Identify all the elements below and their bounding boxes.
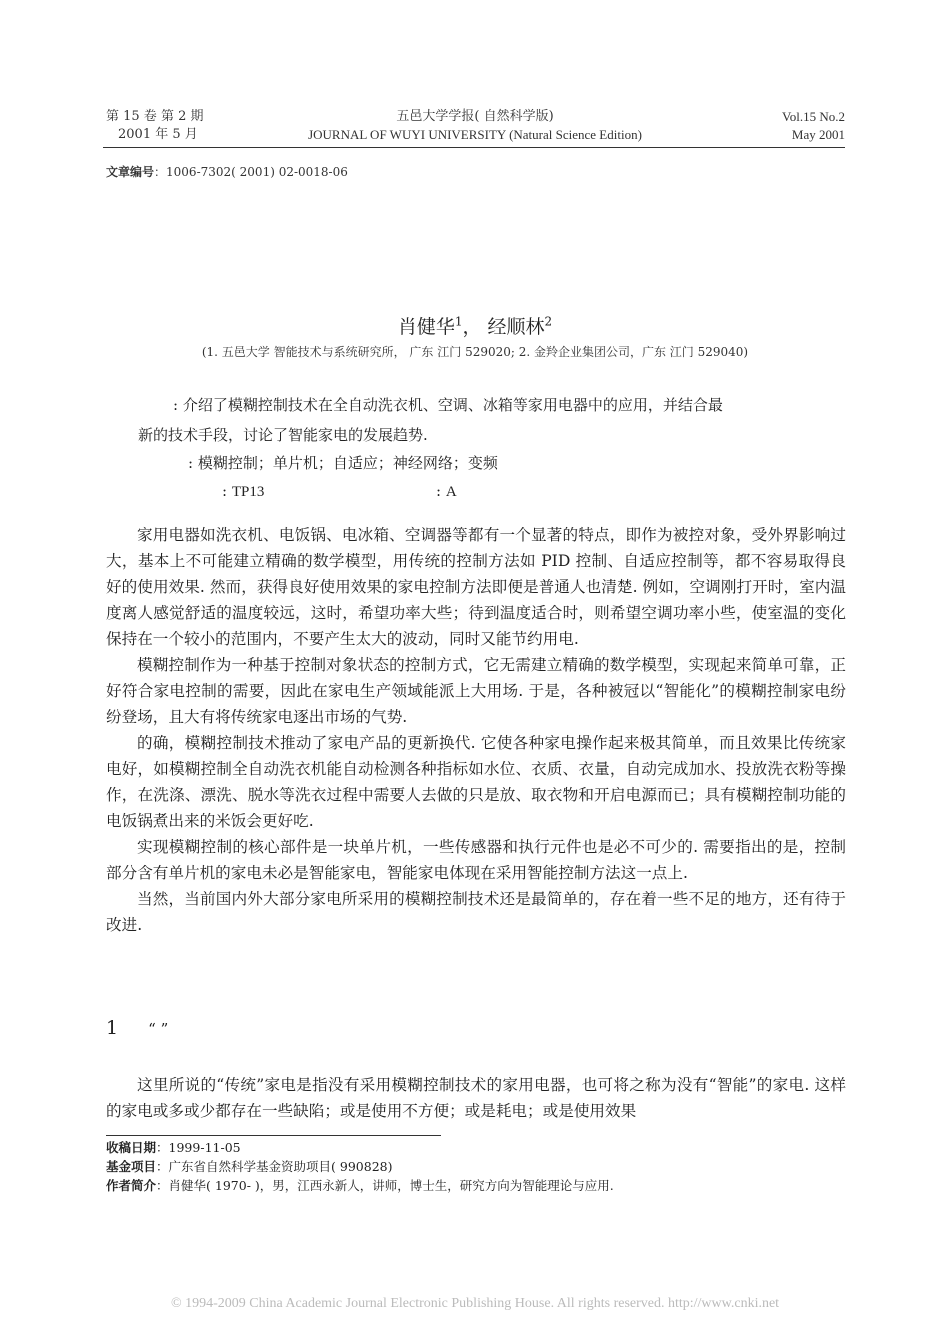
fund-label: 基金项目: [106, 1159, 157, 1174]
section-1-number: 1: [106, 1017, 119, 1039]
footnote-fund: 基金项目：广东省自然科学基金资助项目( 990828): [106, 1159, 393, 1174]
header-date-en: May 2001: [791, 127, 845, 142]
header-journal-cn: 五邑大学学报( 自然科学版): [396, 109, 554, 124]
author-1-sup: 1: [454, 314, 463, 329]
copyright-footer: © 1994-2009 China Academic Journal Electronic Publishing House. All rights reserved. http://www.cnki.net: [170, 1296, 780, 1311]
affiliation: (1. 五邑大学 智能技术与系统研究所， 广东 江门 529020; 2. 金羚企业集团公司，广东 江门 529040): [201, 345, 749, 359]
abstract-line-1: : 介绍了模糊控制技术在全自动洗衣机、空调、冰箱等家用电器中的应用，并结合最: [173, 396, 723, 414]
section-1-title: “ ”: [148, 1020, 169, 1038]
header-journal-en: JOURNAL OF WUYI UNIVERSITY (Natural Science Edition): [308, 127, 642, 142]
clc-value: TP13: [231, 484, 265, 500]
received-value: 1999-11-05: [168, 1140, 241, 1155]
author-1: 肖健华: [397, 316, 455, 338]
abstract-text-1: 介绍了模糊控制技术在全自动洗衣机、空调、冰箱等家用电器中的应用，并结合最: [182, 396, 723, 414]
article-number-label: 文章编号: [106, 165, 155, 179]
header-volume-en: Vol.15 No.2: [782, 109, 845, 124]
footnote-received: 收稿日期：1999-11-05: [106, 1140, 241, 1155]
body-paragraph-3: 的确，模糊控制技术推动了家电产品的更新换代. 它使各种家电操作起来极其简单，而且效果比传统家电好，如模糊控制全自动洗衣机能自动检测各种指标如水位、衣质、衣量，自动完成加水、投放洗衣粉等操作，在洗涤、漂洗、脱水等洗衣过程中需要人去做的只是放、取衣物和开启电源而已；具有模糊控制功能的电饭锅煮出来的米饭会更好吃.: [106, 734, 846, 830]
body-paragraph-4: 实现模糊控制的核心部件是一块单片机，一些传感器和执行元件也是必不可少的. 需要指出的是，控制部分含有单片机的家电未必是智能家电，智能家电体现在采用智能控制方法这一点上.: [106, 838, 846, 882]
header-rule: [103, 147, 845, 148]
author-2: ， 经顺林: [462, 316, 545, 338]
body-paragraph-1: 家用电器如洗衣机、电饭锅、电冰箱、空调器等都有一个显著的特点，即作为被控对象，受外界影响过大，基本上不可能建立精确的数学模型，用传统的控制方法如 PID 控制、自适应控制等，都不容易取得良好的使用效果. 然而，获得良好使用效果的家电控制方法即便是普通人也清楚. 例如，空调刚打开时，室内温度离人感觉舒适的温度较远，这时，希望功率大些；待到温度适合时，则希望空调功率小些，使室温的变化保持在一个较小的范围内，不要产生太大的波动，同时又能节约用电.: [106, 526, 846, 648]
footnote-author: 作者简介：肖健华( 1970- )，男，江西永新人，讲师，博士生，研究方向为智能理论与应用.: [106, 1178, 614, 1193]
header-date-cn: 2001 年 5 月: [118, 127, 198, 142]
author-2-sup: 2: [544, 314, 553, 329]
article-number-value: 1006-7302( 2001) 02-0018-06: [166, 165, 348, 179]
header-volume-issue: 第 15 卷 第 2 期: [106, 109, 204, 124]
document-code-value: A: [445, 484, 457, 500]
author-bio-value: 肖健华( 1970- )，男，江西永新人，讲师，博士生，研究方向为智能理论与应用.: [168, 1178, 614, 1193]
section-1-paragraph: 这里所说的“传统”家电是指没有采用模糊控制技术的家用电器，也可将之称为没有“智能”的家电. 这样的家电或多或少都存在一些缺陷；或是使用不方便；或是耗电；或是使用效果: [106, 1076, 846, 1120]
footnote-rule: [106, 1135, 441, 1136]
keywords: : 模糊控制；单片机；自适应；神经网络；变频: [188, 454, 498, 472]
document-code: : A: [436, 482, 457, 500]
article-number: 文章编号：1006-7302( 2001) 02-0018-06: [106, 165, 348, 179]
fund-value: 广东省自然科学基金资助项目( 990828): [168, 1159, 393, 1174]
received-label: 收稿日期: [106, 1140, 157, 1155]
clc-number: : TP13: [222, 482, 265, 500]
body-text: [106, 522, 846, 938]
body-paragraph-5: 当然，当前国内外大部分家电所采用的模糊控制技术还是最简单的，存在着一些不足的地方，还有待于改进.: [106, 890, 846, 934]
author-bio-label: 作者简介: [106, 1178, 157, 1193]
body-paragraph-2: 模糊控制作为一种基于控制对象状态的控制方式，它无需建立精确的数学模型，实现起来简单可靠，正好符合家电控制的需要，因此在家电生产领域能派上大用场. 于是，各种被冠以“智能化”的模糊控制家电纷纷登场，且大有将传统家电逐出市场的气势.: [106, 656, 846, 726]
authors: [0, 312, 950, 339]
section-1-heading: [106, 1017, 168, 1039]
section-1-text: [106, 1072, 846, 1124]
keywords-text: 模糊控制；单片机；自适应；神经网络；变频: [197, 454, 498, 472]
abstract-line-2: 新的技术手段，讨论了智能家电的发展趋势.: [138, 426, 428, 444]
